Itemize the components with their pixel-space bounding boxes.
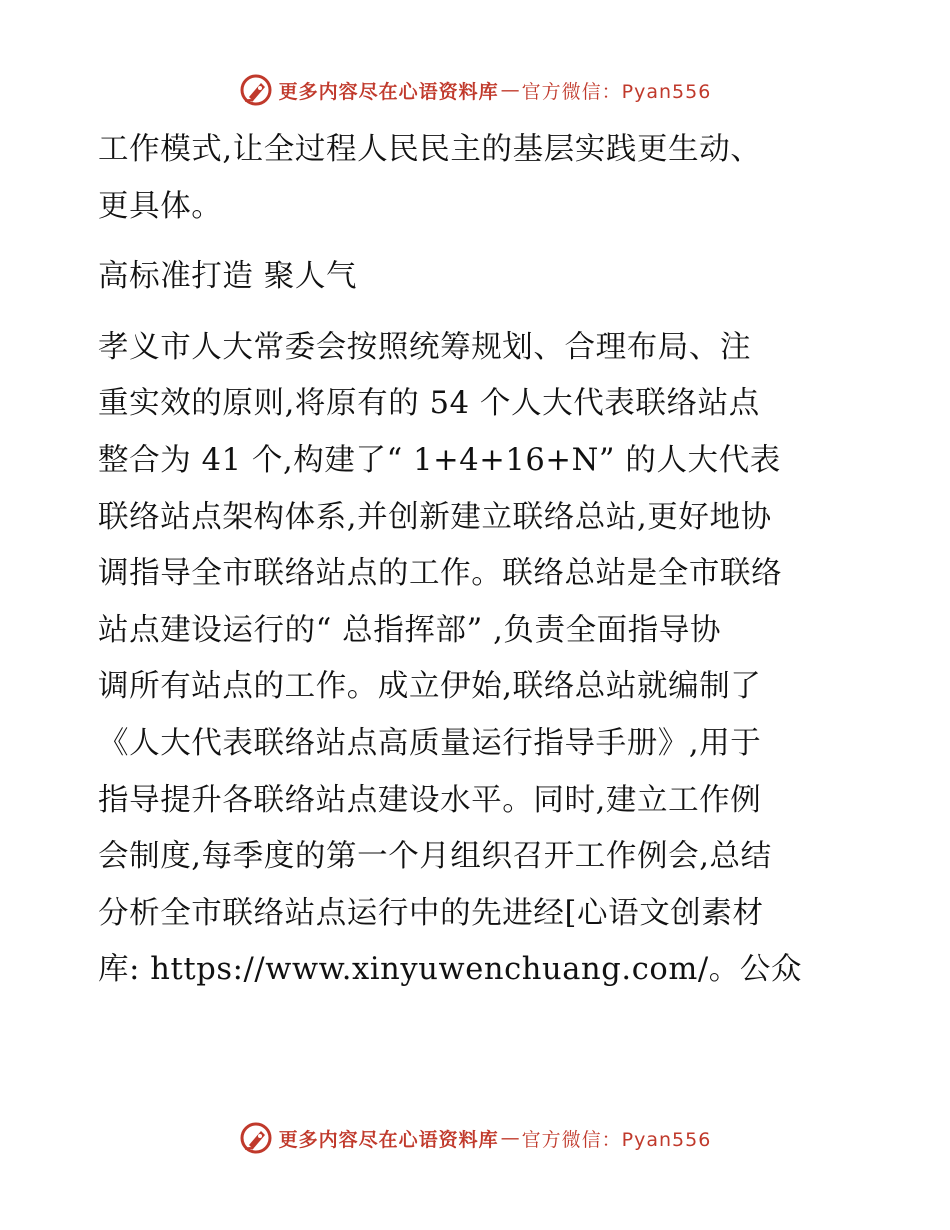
banner-separator: — <box>500 79 520 101</box>
paragraph-2-line-2: 重实效的原则,将原有的 54 个人大代表联络站点 <box>98 386 760 422</box>
pen-nib-logo-icon <box>239 73 273 107</box>
paragraph-2-line-1: 孝义市人大常委会按照统筹规划、合理布局、注 <box>98 329 752 365</box>
paragraph-2-line-12: 库: https://www.xinyuwenchuang.com/。公众 <box>98 952 803 988</box>
paragraph-1-line-2: 更具体。 <box>98 188 223 224</box>
document-body <box>98 122 858 999</box>
paragraph-2-line-6: 站点建设运行的“ 总指挥部” ,负责全面指导协 <box>98 612 722 648</box>
paragraph-2-line-11: 分析全市联络站点运行中的先进经[心语文创素材 <box>98 895 764 931</box>
pen-nib-logo-icon <box>239 1121 273 1155</box>
section-heading: 高标准打造 聚人气 <box>98 259 358 295</box>
footer-banner <box>0 1118 950 1158</box>
paragraph-2-line-4: 联络站点架构体系,并创新建立联络总站,更好地协 <box>98 499 772 535</box>
paragraph-gap <box>98 235 858 249</box>
paragraph-2-line-10: 会制度,每季度的第一个月组织召开工作例会,总结 <box>98 839 772 875</box>
paragraph-gap <box>98 306 858 320</box>
header-banner <box>0 70 950 110</box>
banner-wechat: 官方微信：Pyan556 <box>521 1128 712 1151</box>
paragraph-2-line-3: 整合为 41 个,构建了“ 1+4+16+N” 的人大代表 <box>98 442 781 478</box>
paragraph-2-line-8: 《人大代表联络站点高质量运行指导手册》,用于 <box>98 725 762 761</box>
paragraph-2-line-5: 调指导全市联络站点的工作。联络总站是全市联络 <box>98 556 783 592</box>
banner-wechat: 官方微信：Pyan556 <box>521 80 712 103</box>
banner-text: 更多内容尽在心语资料库 <box>278 1128 499 1151</box>
paragraph-1-line-1: 工作模式,让全过程人民民主的基层实践更生动、 <box>98 132 762 167</box>
paragraph-2-line-9: 指导提升各联络站点建设水平。同时,建立工作例 <box>98 782 762 818</box>
banner-text: 更多内容尽在心语资料库 <box>278 80 499 103</box>
banner-separator: — <box>500 1127 520 1149</box>
paragraph-2-line-7: 调所有站点的工作。成立伊始,联络总站就编制了 <box>98 669 762 705</box>
